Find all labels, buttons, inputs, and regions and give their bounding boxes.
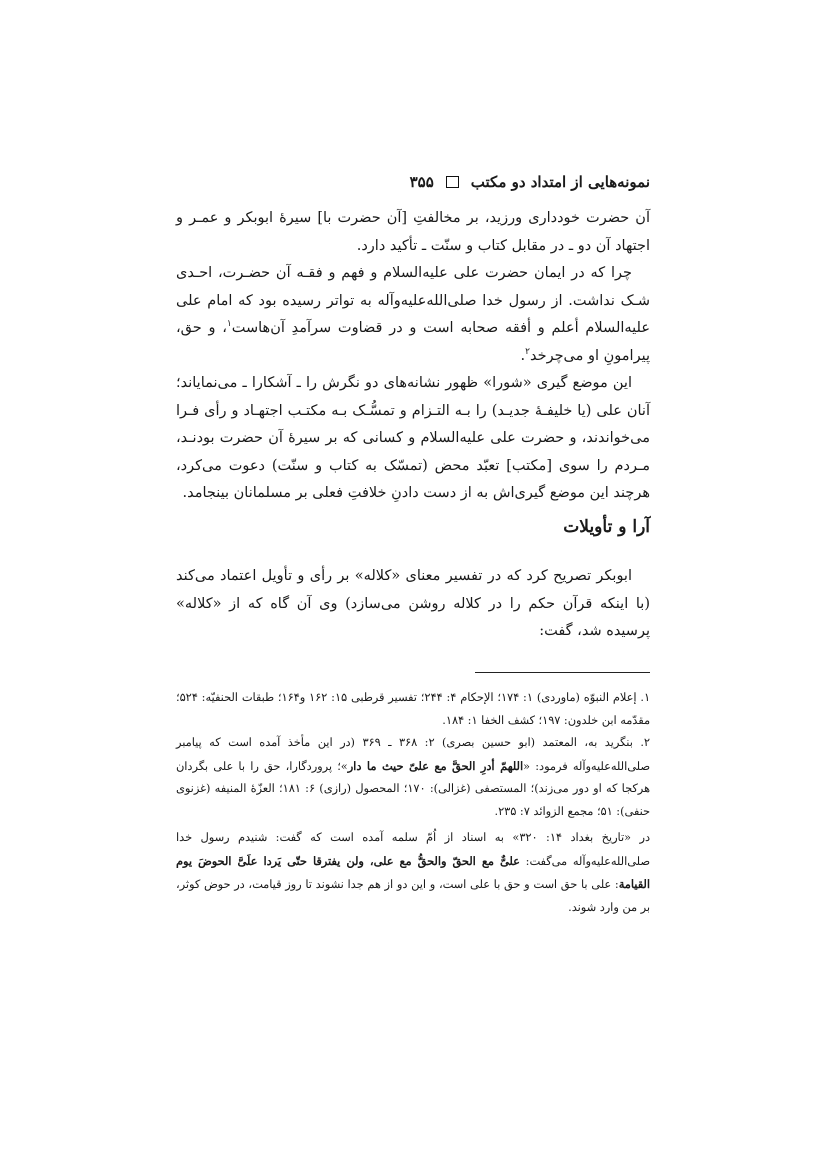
footnote-separator <box>475 672 650 673</box>
footnote-2-continuation <box>176 827 650 919</box>
footnote-ref-1: ۱ <box>226 319 232 330</box>
footnotes <box>176 687 650 919</box>
chapter-title: نمونه‌هایی از امتداد دو مکتب <box>470 173 650 191</box>
square-ornament-icon <box>446 176 459 188</box>
footnote-2-quote: اللهمّ أدرِ الحقَّ مع علیّ حیث ما دار <box>347 758 524 773</box>
paragraph-2-text-b: ، و حق، پیرامونِ او می‌چرخد <box>176 320 650 364</box>
footnote-2 <box>176 732 650 823</box>
section-paragraph: ابوبکر تصریح کرد که در تفسیر معنای «کلاله» بر رأی و تأویل اعتماد می‌کند (با اینکه قرآن حکم را در کلاله روشن می‌سازد) وی آن گاه که از «کلاله» پرسیده شد، گفت: <box>176 568 650 639</box>
section-text <box>176 563 650 646</box>
book-page <box>176 0 650 1169</box>
footnote-1: ۱. إعلام النبوّه (ماوردی) ۱: ۱۷۴؛ الإحکام ۴: ۲۴۴؛ تفسیر قرطبی ۱۵: ۱۶۲ و۱۶۴؛ طبقات الحنفیّه: ۵۲۴؛ مقدّمه ابن خلدون: ۱۹۷؛ کشف الخفا ۱: ۱۸۴. <box>176 691 651 727</box>
footnote-2-text-b: »؛ پروردگارا، حق را با علی بگردان هرکجا که او دور می‌زند)؛ المستصفی (غزالی): ۱۷۰؛ المحصول (رازی) ۶: ۱۸۱؛ العزّهٔ المنیفه (غزنوی حنفی): ۵۱؛ مجمع الزوائد ۷: ۲۳۵. <box>176 759 650 818</box>
footnote-ref-2: ۲ <box>525 346 530 357</box>
section-heading: آرا و تأویلات <box>563 517 650 537</box>
footnote-3-text-b: : علی با حق است و حق با علی است، و این دو از هم جدا نشوند تا روز قیامت، در حوض کوثر، بر من وارد شوند. <box>176 878 650 914</box>
footnote-2-text-a: ۲. بنگرید به، المعتمد (ابو حسین بصری) ۲: ۳۶۸ ـ ۳۶۹ (در این مأخذ آمده است که پیامبر صلی‌الله‌علیه‌وآله فرمود: « <box>176 736 650 773</box>
footnote-3-quote: علیٌّ مع الحقّ والحقُّ مع علی، ولن یفترقا حتّی یَردا علَیَّ الحوضَ یوم القیامة <box>176 853 650 891</box>
paragraph-2 <box>176 260 650 370</box>
paragraph-1: آن حضرت خودداری ورزید، بر مخالفتِ [آن حضرت با] سیرهٔ ابوبکر و عمـر و اجتهاد آن دو ـ در مقابل کتاب و سنّت ـ تأکید دارد. <box>176 210 650 254</box>
page-number: ۳۵۵ <box>409 173 434 191</box>
paragraph-2-text-c: . <box>520 347 526 364</box>
paragraph-2-text-a: چرا که در ایمان حضرت علی علیه‌السلام و فهم و فقـه آن حضـرت، احـدی شـک نداشت. از رسول خدا صلی‌الله‌علیه‌وآله به تواتر رسیده بود که امام علی علیه‌السلام أعلم و أفقه صحابه است و در قضاوت سرآمدِ آن‌هاست <box>176 265 650 336</box>
paragraph-3: این موضع گیری «شورا» ظهور نشانه‌های دو نگرش را ـ آشکارا ـ می‌نمایاند؛ آنان علی (یا خلیفـهٔ جدیـد) را بـه التـزام و تمسُّـک بـه مکتـب اجتهـاد و رأی فـرا می‌خواندند، و حضرت علی علیه‌السلام و کسانی که بر سیرهٔ آن حضرت بودنـد، مـردم را سوی [مکتب] تعبّد محض (تمسّک به کتاب و سنّت) دعوت می‌کرد، هرچند این موضع گیری‌اش به از دست دادنِ خلافتِ فعلی بر مسلمانان بینجامد. <box>176 375 650 501</box>
main-text <box>176 205 650 508</box>
running-header <box>176 170 650 194</box>
footnote-3-text-a: در «تاریخ بغداد ۱۴: ۳۲۰» به اسناد از اُمّ سلمه آمده است که گفت: شنیدم رسول خدا صلی‌الله‌علیه‌وآله می‌گفت: <box>176 831 650 868</box>
